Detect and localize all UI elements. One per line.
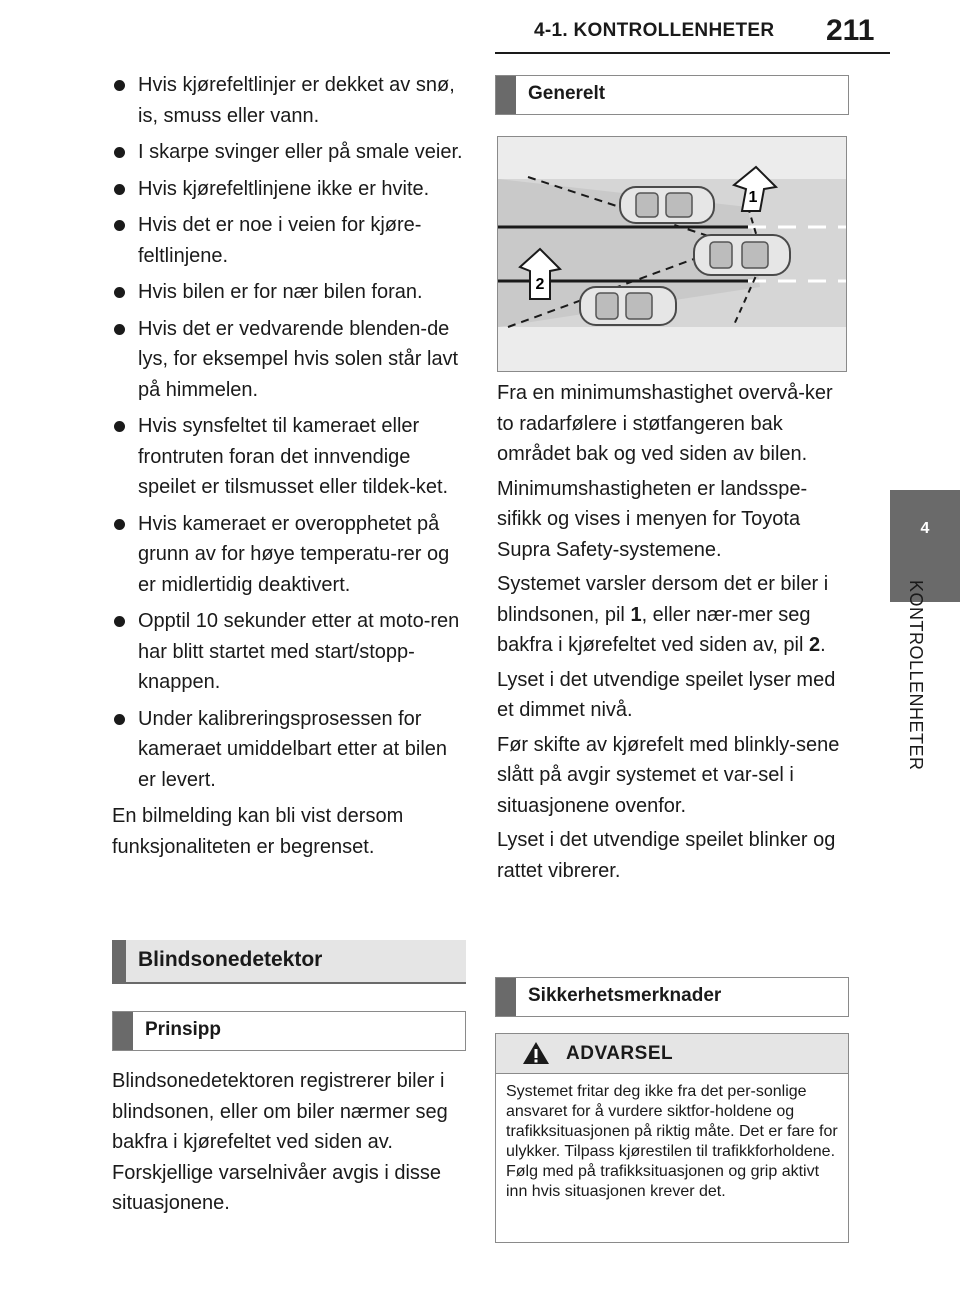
principle-paragraph: Blindsonedetektoren registrerer biler i blindsonen, eller om biler nærmer seg bakfra i kjørefeltet ved siden av. Forskjellige varselnivåer avgis i disse situasjonene. bbox=[112, 1070, 448, 1214]
paragraph-arrows bbox=[497, 569, 849, 661]
paragraph: Lyset i det utvendige speilet blinker og rattet vibrerer. bbox=[497, 829, 836, 882]
section-title: 4-1. KONTROLLENHETER bbox=[534, 20, 775, 41]
warning-box bbox=[495, 1033, 849, 1243]
paragraph: Fra en minimumshastighet overvå-ker to radarfølere i støtfangeren bak området bak og ved siden av bilen. bbox=[497, 382, 833, 465]
list-item: Hvis kjørefeltlinjene ikke er hvite. bbox=[112, 174, 468, 205]
diagram-svg bbox=[498, 137, 846, 371]
car-lower bbox=[580, 287, 676, 325]
warning-triangle-icon bbox=[522, 1040, 550, 1066]
closing-paragraph: En bilmelding kan bli vist dersom funksjonaliteten er begrenset. bbox=[112, 805, 404, 858]
right-column-text bbox=[497, 378, 849, 890]
subheading-accent bbox=[113, 1012, 133, 1050]
subheading-accent bbox=[496, 978, 516, 1016]
header-rule bbox=[495, 52, 890, 54]
chapter-number: 4 bbox=[920, 520, 930, 537]
paragraph: Før skifte av kjørefelt med blinkly-sene slått på avgir systemet et var-sel i situasjonene ovenfor. bbox=[497, 733, 840, 817]
left-column bbox=[112, 70, 468, 862]
subheading-safety bbox=[495, 977, 849, 1017]
chapter-label bbox=[890, 580, 960, 800]
warning-title: ADVARSEL bbox=[566, 1043, 674, 1064]
car-ego bbox=[694, 235, 790, 275]
chapter-label-text: KONTROLLENHETER bbox=[906, 580, 926, 771]
subheading-text: Prinsipp bbox=[145, 1019, 222, 1040]
page-number: 211 bbox=[826, 14, 875, 47]
text-segment: , eller nær-mer seg bakfra i kjørefeltet ved siden av, pil bbox=[497, 603, 811, 656]
section-accent bbox=[112, 940, 126, 982]
car-upper bbox=[620, 187, 714, 223]
subheading-accent bbox=[496, 76, 516, 114]
arrow-2-label: 2 bbox=[535, 276, 545, 293]
arrow-ref-2: 2 bbox=[809, 634, 821, 656]
list-item: Hvis bilen er for nær bilen foran. bbox=[112, 277, 468, 308]
warning-text: Systemet fritar deg ikke fra det per-sonlige ansvaret for å vurdere siktfor-holdene og trafikksituasjonen på riktig måte. Det er fare for ulykker. Tilpass kjørestilen til trafikkforholdene. Følg med på trafikksituasjonen og grip aktivt inn hvis situasjonen krever det. bbox=[506, 1083, 838, 1200]
section-heading-text: Blindsonedetektor bbox=[138, 948, 323, 971]
principle-text bbox=[112, 1062, 468, 1219]
subheading-principle bbox=[112, 1011, 466, 1051]
paragraph: Lyset i det utvendige speilet lyser med et dimmet nivå. bbox=[497, 668, 836, 721]
paragraph: Minimumshastigheten er landsspe-sifikk og vises i menyen for Toyota Supra Safety-systemene. bbox=[497, 477, 808, 561]
list-item: Opptil 10 sekunder etter at moto-ren har blitt startet med start/stopp-knappen. bbox=[112, 606, 468, 698]
subheading-general bbox=[495, 75, 849, 115]
list-item: I skarpe svinger eller på smale veier. bbox=[112, 137, 468, 168]
list-item: Hvis kjørefeltlinjer er dekket av snø, is, smuss eller vann. bbox=[112, 70, 468, 131]
list-item: Under kalibreringsprosessen for kameraet umiddelbart etter at bilen er levert. bbox=[112, 704, 468, 796]
list-item: Hvis synsfeltet til kameraet eller frontruten foran det innvendige speilet er tilsmusset eller tildek-ket. bbox=[112, 411, 468, 503]
text-segment: Systemet varsler dersom det er biler i blindsonen, pil bbox=[497, 573, 829, 626]
text-segment: . bbox=[820, 634, 826, 656]
subheading-text: Generelt bbox=[528, 83, 606, 104]
warning-header bbox=[496, 1034, 848, 1074]
arrow-1-label: 1 bbox=[748, 189, 758, 206]
subheading-text: Sikkerhetsmerknader bbox=[528, 985, 722, 1006]
list-item: Hvis det er noe i veien for kjøre-feltlinjene. bbox=[112, 210, 468, 271]
limitation-list bbox=[112, 70, 468, 795]
list-item: Hvis kameraet er overopphetet på grunn av for høye temperatu-rer og er midlertidig deaktivert. bbox=[112, 509, 468, 601]
list-item: Hvis det er vedvarende blenden-de lys, for eksempel hvis solen står lavt på himmelen. bbox=[112, 314, 468, 406]
section-heading bbox=[112, 940, 466, 984]
blind-spot-diagram bbox=[497, 136, 847, 372]
arrow-ref-1: 1 bbox=[630, 603, 642, 626]
